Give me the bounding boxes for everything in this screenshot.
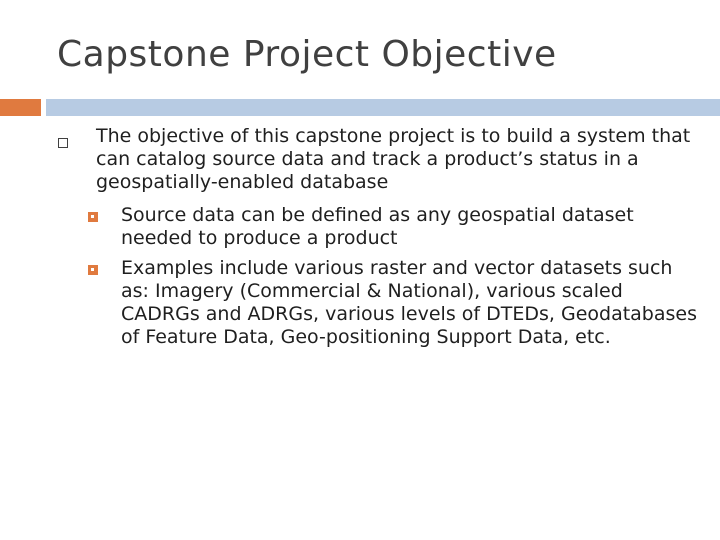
sub-bullet-text: Source data can be defined as any geospatial dataset needed to produce a product (121, 204, 634, 249)
slide-title: Capstone Project Objective (57, 34, 557, 75)
accent-bar-blue (46, 99, 720, 116)
accent-bar-orange (0, 99, 41, 116)
sub-bullet-text: Examples include various raster and vector datasets such as: Imagery (Commercial & National), various scaled CADRGs and ADRGs, various levels of DTEDs, Geodatabases of Feature Data, Geo-positioning Support Data, etc. (121, 257, 698, 348)
hollow-square-bullet-icon (58, 138, 68, 148)
square-bullet-icon (88, 212, 98, 222)
bullet-text: The objective of this capstone project is to build a system that can catalog source data and track a product’s status in a geospatially-enabled database (96, 125, 691, 193)
square-bullet-icon (88, 265, 98, 275)
